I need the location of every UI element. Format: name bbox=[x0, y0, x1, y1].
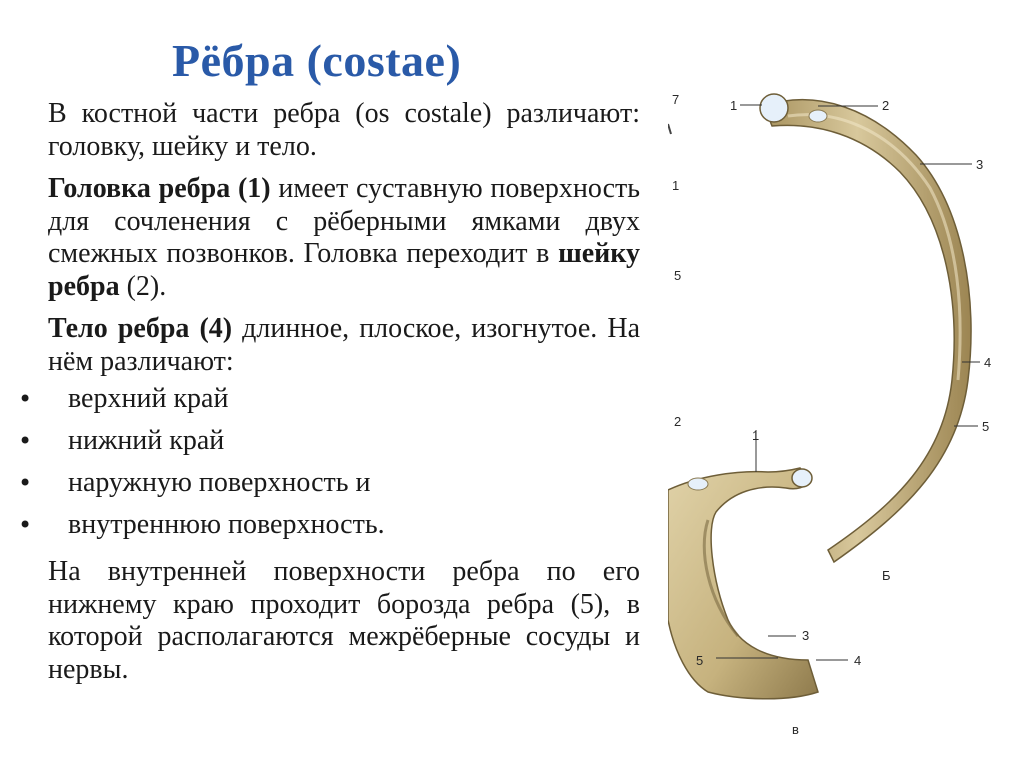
slide-title: Рёбра (costae) bbox=[172, 35, 462, 86]
rib-illustration-svg bbox=[668, 80, 1024, 767]
closing-paragraph bbox=[48, 556, 640, 686]
rib-v-label-3: 3 bbox=[802, 628, 810, 643]
head-term: Головка ребра (1) bbox=[48, 173, 271, 204]
rib-v-head bbox=[688, 478, 708, 490]
rib-b-body bbox=[764, 100, 971, 562]
rib-v-label-1: 1 bbox=[752, 428, 760, 443]
rib-b-label-3: 3 bbox=[976, 157, 984, 172]
edge-tick bbox=[668, 124, 671, 134]
text-column bbox=[18, 98, 641, 686]
list-item: • нижний край bbox=[18, 420, 640, 462]
rib-b bbox=[730, 94, 991, 583]
rib-b-label-5: 5 bbox=[982, 419, 990, 434]
rib-b-highlight bbox=[788, 115, 960, 380]
rib-b-label-2: 2 bbox=[882, 98, 890, 113]
rib-v-letter: в bbox=[792, 722, 799, 737]
bullet-icon: • bbox=[18, 511, 33, 539]
rib-b-label-1: 1 bbox=[730, 98, 738, 113]
intro-text: В костной части ребра (os costale) различают: головку, шейку и тело. bbox=[48, 98, 640, 162]
bullet-icon: • bbox=[18, 469, 33, 497]
rib-b-tubercle bbox=[809, 110, 827, 122]
list-item: • наружную поверхность и bbox=[18, 462, 640, 504]
closing-text: На внутренней поверхности ребра по его нижнему краю проходит борозда ребра (5), в которой располагаются межрёберные сосуды и нервы. bbox=[48, 556, 640, 685]
edge-label-5: 5 bbox=[674, 268, 682, 283]
bullet-icon: • bbox=[18, 385, 33, 413]
rib-v-label-5: 5 bbox=[696, 653, 704, 668]
body-term: Тело ребра (4) bbox=[48, 313, 233, 344]
bullet-list bbox=[18, 378, 640, 546]
body-text: длинное, плоское, изогнутое. На нём различают: bbox=[48, 313, 640, 377]
rib-b-head bbox=[760, 94, 788, 122]
edge-label-2: 2 bbox=[674, 414, 682, 429]
head-text-1: имеет суставную поверхность для сочленения с рёберными ямками двух смежных позвонков. Головка переходит в bbox=[48, 173, 641, 269]
edge-label-1: 1 bbox=[672, 178, 680, 193]
rib-illustration bbox=[668, 80, 1024, 767]
edge-label-7: 7 bbox=[672, 92, 680, 107]
head-paragraph bbox=[48, 173, 640, 303]
rib-v-tubercle bbox=[792, 469, 812, 487]
rib-b-letter: Б bbox=[882, 568, 891, 583]
rib-v-label-4: 4 bbox=[854, 653, 862, 668]
rib-v bbox=[668, 428, 861, 737]
intro-paragraph bbox=[48, 98, 640, 163]
list-item: • внутреннюю поверхность. bbox=[18, 504, 640, 546]
neck-term: шейку ребра bbox=[48, 238, 640, 302]
body-paragraph bbox=[48, 313, 640, 378]
rib-v-body bbox=[668, 468, 818, 699]
list-item: • верхний край bbox=[18, 378, 640, 420]
head-text-2: (2). bbox=[119, 270, 167, 302]
rib-b-label-4: 4 bbox=[984, 355, 992, 370]
bullet-icon: • bbox=[18, 427, 33, 455]
